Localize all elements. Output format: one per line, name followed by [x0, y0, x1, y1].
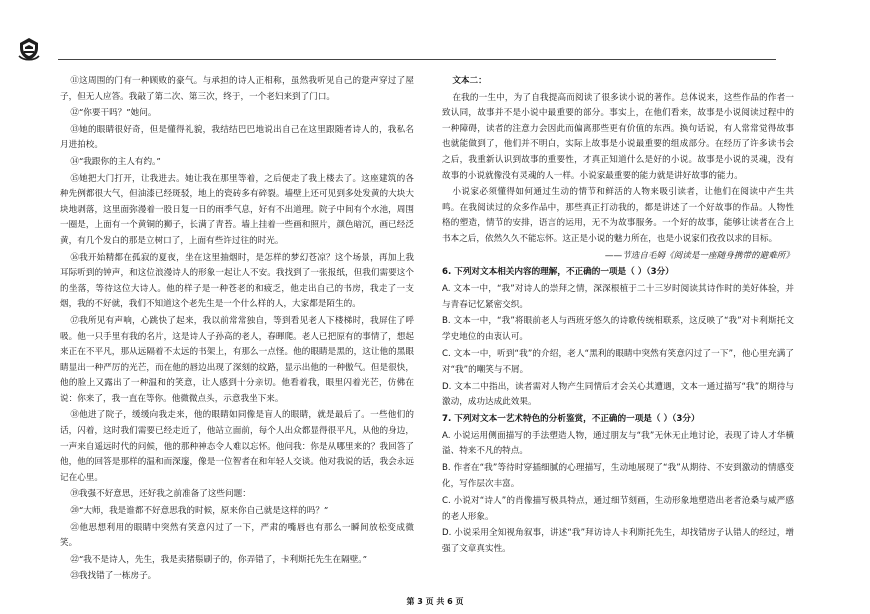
question-6-option-b: B. 文本一中，“我”将眼前老人与西班牙悠久的诗歌传统相联系，这反映了“我”对卡利斯托文学史地位的由衷认可。	[442, 316, 794, 343]
question-7-stem: 7. 下列对文本一艺术特色的分析鉴赏，不正确的一项是（ ）（3分）	[442, 414, 700, 425]
question-7-option-c: C. 小说对“诗人”的肖像描写极具特点，通过细节刻画，生动形象地塑造出老者沧桑与威严感的老人形象。	[442, 495, 794, 522]
paragraph-13: ⑬她的眼睛很好奇，但是懂得礼貌，我结结巴巴地说出自己在这里跟随者诗人的，我私名月进拍校。	[60, 124, 414, 151]
paragraph-18: ⑱他进了院子，缓缓向我走来，他的眼睛如同像是盲人的眼睛，就是最后了。一些他们的话，闪着，这时我们需要已经走近了，他站立面前，每个人出众都显得很平凡，从他的身边，一声来自遥远时代的问候，他的那种神态令人难以忘怀。他问我：你是从哪里来的？我回答了他，他的回答是那样的温和而深邃，像是一位智者在和年轻人交谈。他对我说的话，我会永远记在心里。	[60, 410, 414, 483]
paragraph-11: ⑪这周围的门有一种顾败的豪气。与承担的诗人正相称，虽然我听见自己的跫声穿过了屋子，但无人应答。我敲了第二次、第三次，终于，一个老妇来到了门口。	[60, 76, 414, 102]
text2-paragraph-2: 小说家必须懂得如何通过生动的情节和鲜活的人物来吸引读者，让他们在阅读中产生共鸣。在我阅读过的众多作品中，那些真正打动我的，都是讲述了一个好故事的作品。人物性格的塑造，情节的安排，语言的运用，无不为故事服务。一个好的故事，能够让读者在合上书本之后，依然久久不能忘怀。这正是小说的魅力所在，也是小说家们孜孜以求的目标。	[442, 187, 794, 244]
header-rule	[58, 59, 776, 60]
paragraph-19: ⑲我强不好意思，还好我之前准备了这些问题：	[70, 489, 251, 500]
question-6-option-a: A. 文本一中，“我”对诗人的崇拜之情，深深根植于二十三岁时阅读其诗作时的美好体验，并与青春记忆紧密交织。	[442, 283, 794, 310]
paragraph-23: ㉓我找错了一栋房子。	[70, 571, 157, 582]
section-title: 文本二：	[452, 76, 487, 86]
paragraph-22: ㉒“我不是诗人，先生，我是卖猪鬃刷子的，你弄错了，卡利斯托先生在隔壁。”	[70, 554, 367, 565]
left-column	[60, 74, 414, 586]
page-number: 第 3 页 共 6 页	[406, 597, 464, 606]
school-crest-icon	[16, 36, 42, 62]
paragraph-20: ⑳“大师，我是谁都不好意思我的时候，原来你自己就是这样的吗？”	[70, 506, 329, 517]
text2-paragraph-1: 在我的一生中，为了自我提高而阅读了很多读小说的著作。总体说来，这些作品的作者一致认同，故事并不是小说中最重要的部分。事实上，在他们看来，故事是小说阅读过程中的一种障碍，读者的注意力会因此而偏离那些更有价值的东西。换句话说，有人常常觉得故事也就能做到了，他们并不明白，实际上故事是小说最重要的组成部分。在经历了许多读书会之后，我重新认识到故事的重要性，才真正知道什么是好的小说。故事是小说的灵魂，没有故事的小说就像没有灵魂的人一样。小说家最重要的能力就是讲好故事的能力。	[442, 92, 794, 181]
paragraph-16: ⑯我开始精都在孤寂的夏夜，坐在这里抽烟时，是怎样的梦幻苍凉？这个场景，再加上我耳际听到的钟声，和这位浪漫诗人的形象一起让人不安。我找到了一张报纸，但我们需要这个的坐落，等待这位大诗人。他的样子是一种苍老的和疲乏，他走出自己的书房，我走了一支烟，我的不好就，我们不知道这个老先生是一个什么样的人，大家都是陌生的。	[60, 252, 414, 310]
paragraph-12: ⑫“你要干吗？”她问。	[70, 108, 157, 119]
paragraph-21: ㉑他思想利用的眼睛中突然有笑意闪过了一下，严肃的嘴唇也有那么一瞬间放松变成微笑。	[60, 522, 414, 549]
paragraph-15: ⑮她把大门打开，让我进去。她让我在那里等着，之后便走了我上楼去了。这座建筑的各种先例都很大气，但油漆已经斑驳，地上的瓷砖多有碎裂。墙壁上还可见到多处发黄的大块大块地剥落，这里面弥漫着一股日复一日的雨季气息，好有不出道理。院子中间有个水池，周围一圈是，上面有一个黄铜的狮子，长满了青苔。墙上挂着一些画和照片，颜色暗沉，画已经泛黄，有几个发白的那是立树口了，上面有些许过往的时光。	[60, 173, 414, 246]
question-7-option-a: A. 小说运用侧面描写的手法塑造人物，通过朋友与“我”无休无止地讨论，表现了诗人才华横溢、特来不凡的特点。	[442, 430, 794, 457]
paragraph-17: ⑰我所见有声响，心跳快了起来，我以前常常独自，等到看见老人下楼梯时，我屏住了呼吸。他一只手里有我的名片，这是诗人子孙高的老人，春暉爬。老人已把原有的事情了，想起来正在不平凡，那从远隔着不太远的书架上，有那么一点怪。他的眼睛是黑的，这让他的黑眼睛显出一种严厉的光芒，而在他的唇边出现了深刻的纹路，显示出他的一种傲气。但是很快，他的脸上又露出了一种温和的笑意，让人感到十分亲切。他看着我，眼里闪着光芒，仿佛在说：你来了，我一直在等你。他微微点头，示意我坐下来。	[60, 315, 414, 404]
question-6-option-d: D. 文本二中指出，读者需对人物产生同情后才会关心其遭遇，文本一通过描写“我”的期待与激动，成功达成此效果。	[442, 381, 794, 408]
question-6-option-c: C. 文本一中，听到“我”的介绍，老人“黑利的眼睛中突然有笑意闪过了一下”，他心里充满了对“我”的嘲笑与不屑。	[442, 348, 794, 375]
paragraph-14: ⑭“我跟你的主人有约。”	[70, 156, 161, 167]
question-7-option-d: D. 小说采用全知视角叙事，讲述“我”拜访诗人卡利斯托先生，却找错房子认错人的经过，增强了文章真实性。	[442, 528, 794, 555]
right-column	[442, 74, 794, 559]
question-7-option-b: B. 作者在“我”等待时穿插细腻的心理描写，生动地展现了“我”从期待、不安到激动的情感变化，写作层次丰富。	[442, 463, 794, 490]
source-citation: ——节选自毛姆《阅读是一座随身携带的避难所》	[604, 250, 794, 261]
question-6-stem: 6. 下列对文本相关内容的理解，不正确的一项是（ ）（3分）	[442, 267, 674, 278]
